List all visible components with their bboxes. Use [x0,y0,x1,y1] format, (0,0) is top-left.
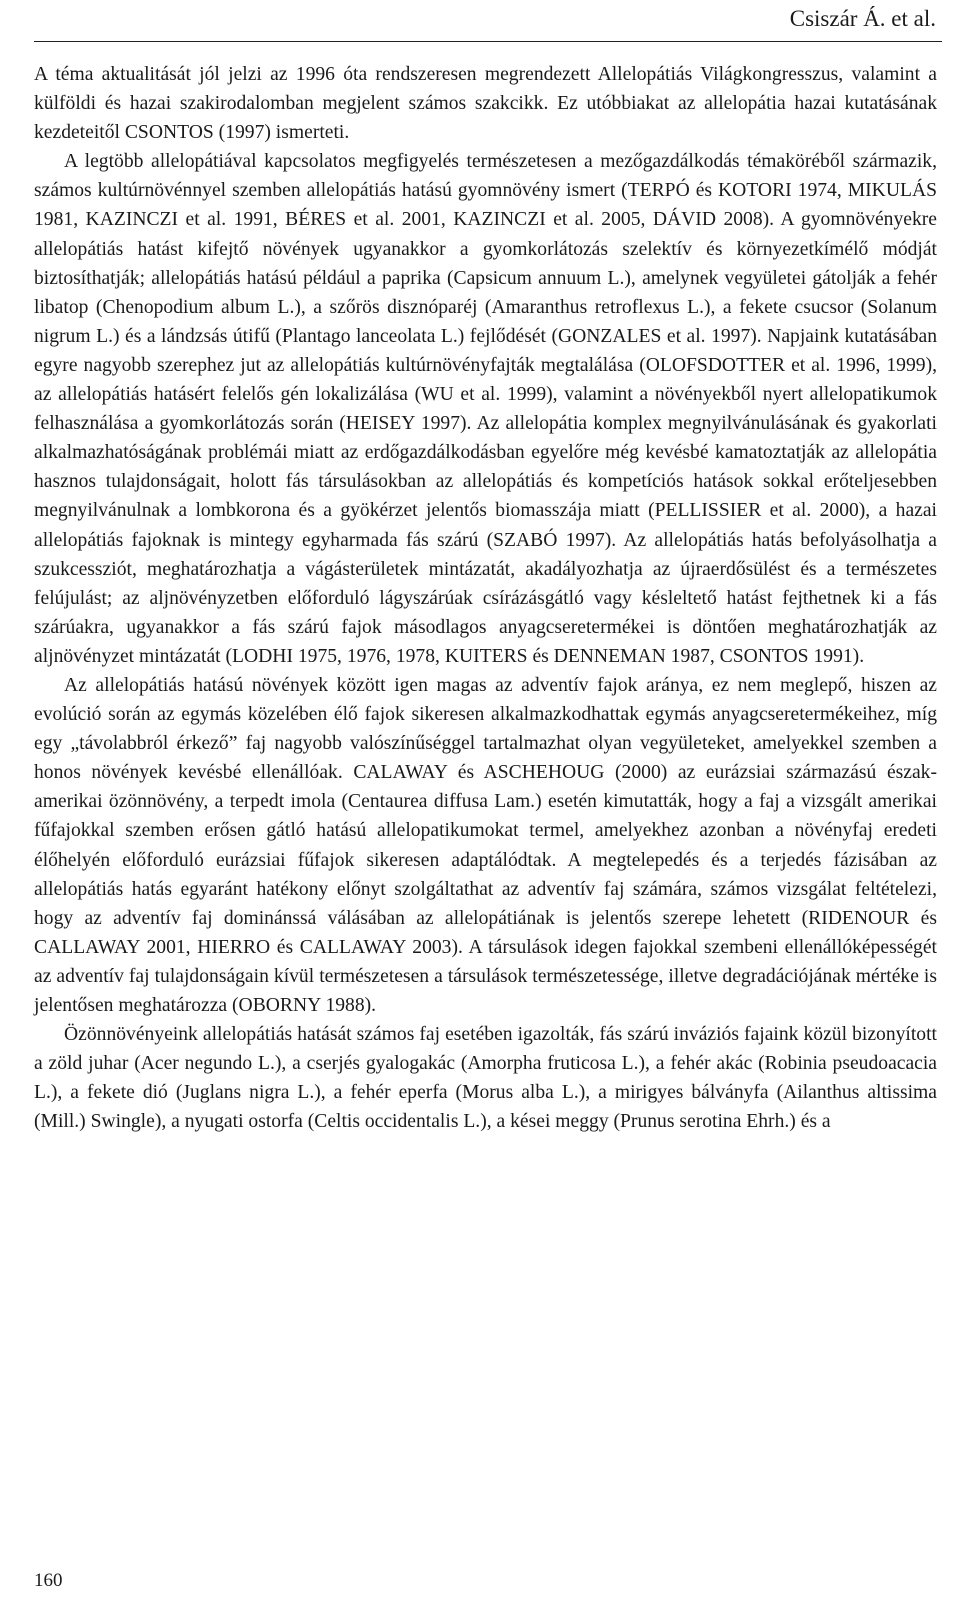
page-number: 160 [34,1570,63,1591]
paragraph-invasive-species: Özönnövényeink allelopátiás hatását számos faj esetében igazolták, fás szárú inváziós fajaink közül bizonyított a zöld juhar (Acer negundo L.), a cserjés gyalogakác (Amorpha fruticosa L.), a fehér akác (Robinia pseudoacacia L.), a fekete dió (Juglans nigra L.), a fehér eperfa (Morus alba L.), a mirigyes bálványfa (Ailanthus altissima (Mill.) Swingle), a nyugati ostorfa (Celtis occidentalis L.), a kései meggy (Prunus serotina Ehrh.) és a [34,1024,937,1133]
running-head: Csiszár Á. et al. [789,6,936,31]
body-text [34,60,937,1136]
header-rule [34,41,942,42]
paragraph-agriculture: A legtöbb allelopátiával kapcsolatos megfigyelés természetesen a mezőgazdálkodás témaköréből származik, számos kultúrnövénnyel szemben allelopátiás hatású gyomnövény ismert (TERPÓ és KOTORI 1974, MIKULÁS 1981, KAZINCZI et al. 1991, BÉRES et al. 2001, KAZINCZI et al. 2005, DÁVID 2008). A gyomnövényekre allelopátiás hatást kifejtő növények ugyanakkor a gyomkorlátozás szelektív és környezetkímélő módját biztosíthatják; allelopátiás hatású például a paprika (Capsicum annuum L.), amelynek vegyületei gátolják a fehér libatop (Chenopodium album L.), a szőrös disznóparéj (Amaranthus retroflexus L.), a fekete csucsor (Solanum nigrum L.) és a lándzsás útifű (Plantago lanceolata L.) fejlődését (GONZALES et al. 1997). Napjaink kutatásában egyre nagyobb szerephez jut az allelopátiás kultúrnövényfajták megtalálása (OLOFSDOTTER et al. 1996, 1999), az allelopátiás hatásért felelős gén lokalizálása (WU et al. 1999), valamint a növényekből nyert allelopatikumok felhasználása a gyomkorlátozás során (HEISEY 1997). Az allelopátia komplex megnyilvánulásának és gyakorlati alkalmazhatóságának problémái miatt az erdőgazdálkodásban egyelőre még kevésbé kamatoztatják az allelopátia hasznos tulajdonságait, holott fás társulásokban az allelopátiás és kompetíciós hatások sokkal erőteljesebben megnyilvánulnak a lombkorona és a gyökérzet jelentős biomasszája miatt (PELLISSIER et al. 2000), a hazai allelopátiás fajoknak is mintegy egyharmada fás szárú (SZABÓ 1997). Az allelopátiás hatás befolyásolhatja a szukcessziót, meghatározhatja a vágásterületek mintázatát, akadályozhatja az újraerdősülést és a természetes felújulást; az aljnövényzetben előforduló lágyszárúak csírázásgátló vagy késleltető hatást fejthetnek ki a fás szárúakra, ugyanakkor a fás szárú fajok másodlagos anyagcseretermékei is döntően meghatározhatják az aljnövényzet mintázatát (LODHI 1975, 1976, 1978, KUITERS és DENNEMAN 1987, CSONTOS 1991). [34,151,937,667]
paragraph-adventive-species: Az allelopátiás hatású növények között igen magas az adventív fajok aránya, ez nem meglepő, hiszen az evolúció során az egymás közelében élő fajok sikeresen alkalmazkodhattak egymás anyagcseretermékeihez, míg egy „távolabbról érkező” faj nagyobb valószínűséggel tartalmazhat olyan vegyületeket, amelyekkel szemben a honos növények kevésbé ellenállóak. CALAWAY és ASCHEHOUG (2000) az eurázsiai származású észak-amerikai özönnövény, a terpedt imola (Centaurea diffusa Lam.) esetén kimutatták, hogy a faj a vizsgált amerikai fűfajokkal szemben erősen gátló hatású allelopatikumokat termel, amelyekhez azonban a növényfaj eredeti élőhelyén előforduló eurázsiai fűfajok sikeresen adaptálódtak. A megtelepedés és a terjedés fázisában az allelopátiás hatás egyaránt hatékony előnyt szolgáltathat az adventív faj számára, számos vizsgálat feltételezi, hogy az adventív faj dominánssá válásában az allelopátiának is jelentős szerepe lehetett (RIDENOUR és CALLAWAY 2001, HIERRO és CALLAWAY 2003). A társulások idegen fajokkal szembeni ellenállóképességét az adventív faj tulajdonságain kívül természetesen a társulások természetessége, illetve degradációjának mértéke is jelentősen meghatározza (OBORNY 1988). [34,674,937,1016]
paragraph-intro: A téma aktualitását jól jelzi az 1996 óta rendszeresen megrendezett Allelopátiás Világkongresszus, valamint a külföldi és hazai szakirodalomban megjelent számos szakcikk. Ez utóbbiakat az allelopátia hazai kutatásának kezdeteitől CSONTOS (1997) ismerteti. [34,64,937,144]
